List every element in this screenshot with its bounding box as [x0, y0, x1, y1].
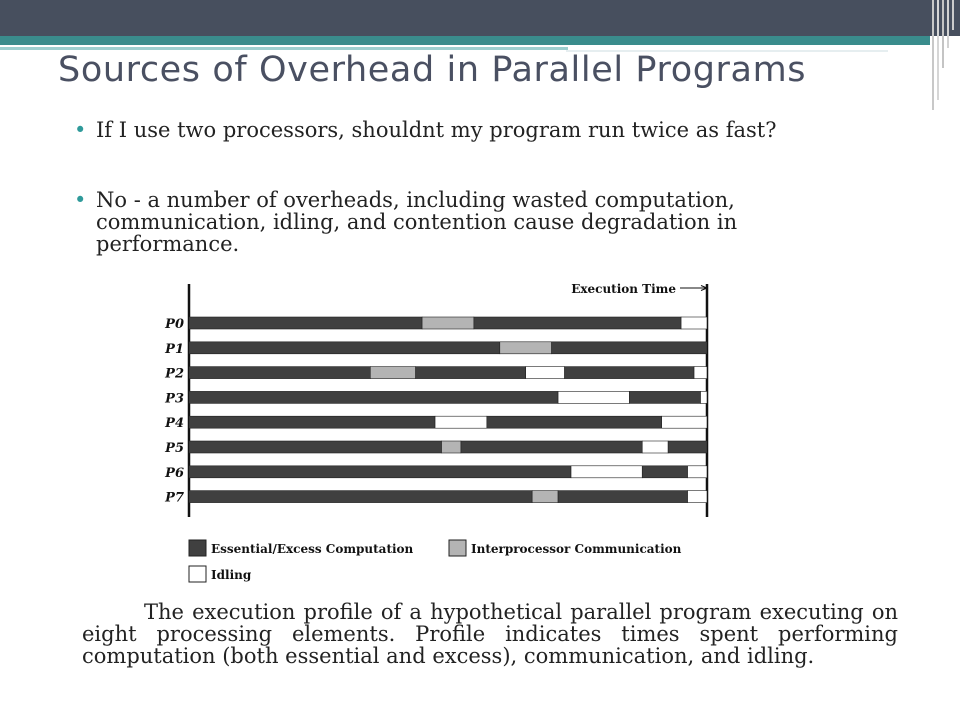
- computation-segment: [668, 441, 707, 453]
- computation-segment: [189, 491, 532, 503]
- computation-segment: [552, 342, 707, 354]
- computation-segment: [474, 317, 681, 329]
- legend-swatch-comp: [189, 540, 206, 556]
- idling-segment: [701, 391, 707, 403]
- computation-segment: [189, 317, 422, 329]
- corner-line-decoration: [932, 0, 934, 110]
- bullet-text: No - a number of overheads, including wasted computation, communication, idling, and contention cause degradation in performance.: [96, 188, 738, 256]
- accent-stripe: [0, 36, 930, 45]
- figure-caption: The execution profile of a hypothetical parallel program executing on eight processing elements. Profile indicates times spent performing computation (both essential and excess), communication, and idling.: [82, 600, 898, 668]
- corner-line-decoration: [937, 0, 939, 100]
- idling-segment: [435, 416, 487, 428]
- processor-label: P1: [165, 341, 184, 357]
- legend-label-idle: Idling: [211, 568, 252, 582]
- idling-segment: [688, 466, 707, 478]
- legend-swatch-comm: [449, 540, 466, 556]
- corner-line-decoration: [952, 0, 954, 30]
- computation-segment: [565, 367, 695, 379]
- idling-segment: [662, 416, 707, 428]
- processor-label: P6: [165, 465, 184, 481]
- computation-segment: [629, 391, 700, 403]
- computation-segment: [189, 466, 571, 478]
- computation-segment: [416, 367, 526, 379]
- computation-segment: [461, 441, 642, 453]
- idling-segment: [526, 367, 565, 379]
- corner-line-decoration: [947, 0, 949, 48]
- legend-swatch-idle: [189, 566, 206, 582]
- communication-segment: [500, 342, 552, 354]
- title-bar-background: [0, 0, 960, 36]
- bullet-item: [74, 189, 884, 255]
- legend-label-comp: Essential/Excess Computation: [211, 542, 414, 556]
- communication-segment: [532, 491, 558, 503]
- computation-segment: [189, 391, 558, 403]
- execution-time-label: Execution Time: [571, 282, 676, 296]
- processor-label: P3: [165, 391, 184, 407]
- bullet-dot-icon: •: [74, 188, 87, 212]
- idling-segment: [571, 466, 642, 478]
- processor-label: P7: [165, 490, 184, 506]
- idling-segment: [681, 317, 707, 329]
- idling-segment: [642, 441, 668, 453]
- idling-segment: [558, 391, 629, 403]
- computation-segment: [189, 441, 442, 453]
- communication-segment: [422, 317, 474, 329]
- idling-segment: [688, 491, 707, 503]
- execution-profile-chart: [150, 270, 730, 590]
- slide-title: Sources of Overhead in Parallel Programs: [58, 50, 807, 90]
- processor-label: P4: [165, 416, 184, 432]
- bullet-dot-icon: •: [74, 118, 87, 142]
- computation-segment: [558, 491, 688, 503]
- computation-segment: [487, 416, 662, 428]
- computation-segment: [189, 367, 370, 379]
- legend-label-comm: Interprocessor Communication: [471, 542, 682, 556]
- communication-segment: [442, 441, 461, 453]
- processor-label: P0: [165, 317, 184, 332]
- computation-segment: [189, 416, 435, 428]
- processor-label: P2: [165, 366, 184, 382]
- corner-line-decoration: [942, 0, 944, 68]
- computation-segment: [189, 342, 500, 354]
- computation-segment: [642, 466, 687, 478]
- idling-segment: [694, 367, 707, 379]
- bullet-text: If I use two processors, shouldnt my program run twice as fast?: [96, 118, 777, 142]
- bullet-item: [74, 119, 884, 141]
- communication-segment: [370, 367, 415, 379]
- processor-label: P5: [165, 441, 184, 456]
